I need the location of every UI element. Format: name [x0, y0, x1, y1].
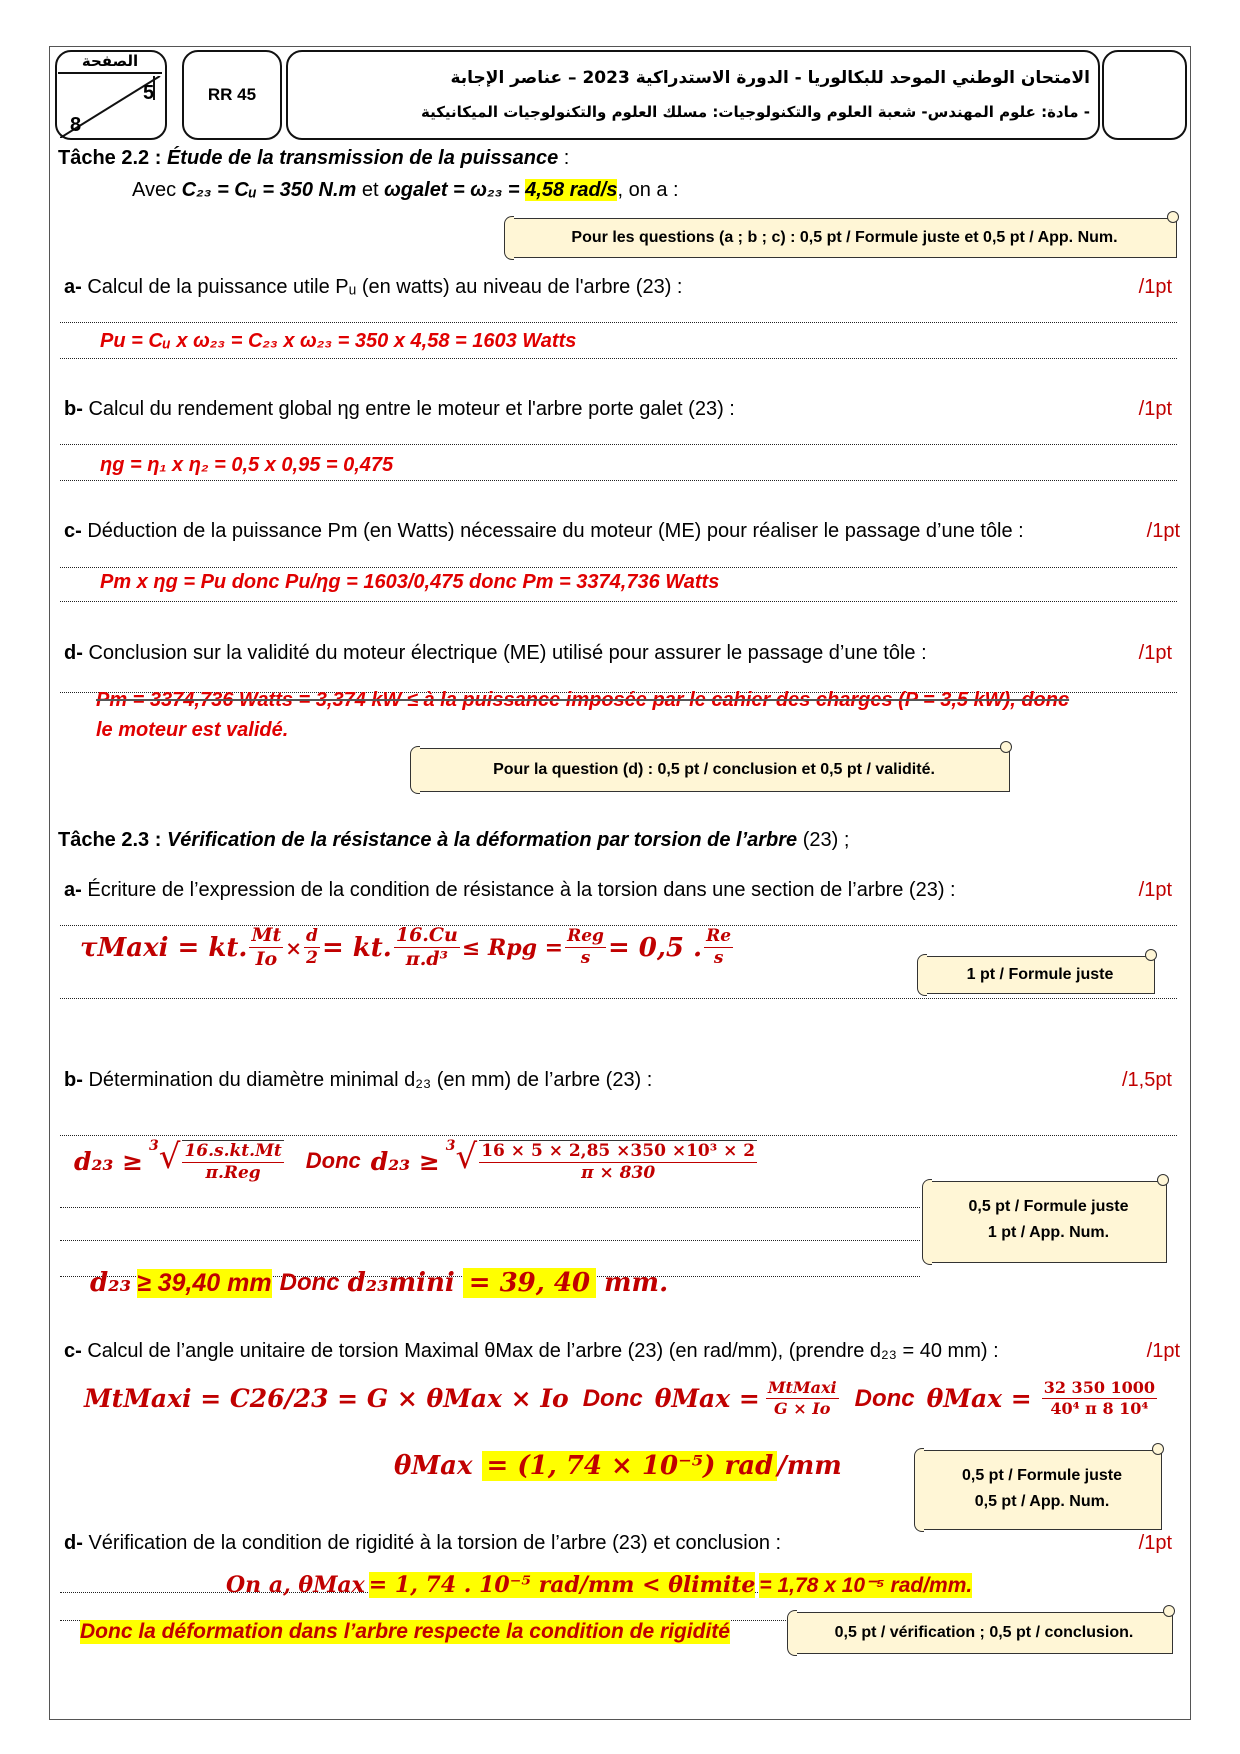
page-label: الصفحة	[58, 52, 162, 74]
rigidity-check: On a, θMax = 1, 74 . 10⁻⁵ rad/mm < θlimite = 1,78 x 10⁻⁵ rad/mm.	[226, 1572, 973, 1598]
task22-points-c: /1pt	[1146, 520, 1180, 542]
answer-line	[60, 601, 1177, 602]
task22-answer-a: Pu = Cᵤ x ω₂₃ = C₂₃ x ω₂₃ = 350 x 4,58 = 1603 Watts	[100, 330, 577, 352]
note-scroll-task23-a: 1 pt / Formule juste	[925, 956, 1155, 994]
task23-question-a: a- Écriture de l’expression de la condition de résistance à la torsion dans une section de l’arbre (23) :	[64, 879, 956, 901]
answer-line	[60, 1135, 1177, 1136]
exam-title-line1: الامتحان الوطني الموحد للبكالوريا - الدورة الاستدراكية 2023 – عناصر الإجابة	[450, 68, 1090, 88]
answer-line	[60, 480, 1177, 481]
note-line: 0,5 pt / Formule juste	[961, 1467, 1123, 1484]
rigidity-conclusion: Donc la déformation dans l’arbre respecte la condition de rigidité	[80, 1620, 730, 1643]
note-line: 1 pt / App. Num.	[987, 1224, 1110, 1241]
task22-points-a: /1pt	[1138, 276, 1172, 298]
answer-line	[60, 358, 1177, 359]
task23-heading: Tâche 2.3 : Vérification de la résistance à la déformation par torsion de l’arbre (23) ;	[58, 829, 850, 851]
answer-line	[60, 1240, 920, 1241]
exam-title-line2: - مادة: علوم المهندس- شعبة العلوم والتكنولوجيات: مسلك العلوم والتكنولوجيات الميكانيكية	[420, 103, 1090, 121]
task22-heading: Tâche 2.2 : Étude de la transmission de la puissance :	[58, 147, 570, 169]
page-number: 5	[143, 82, 155, 104]
answer-line	[60, 1207, 920, 1208]
exam-code: RR 45	[207, 85, 257, 104]
task23-points-a: /1pt	[1138, 879, 1172, 901]
task23-points-b: /1,5pt	[1121, 1069, 1172, 1091]
exam-title-box	[286, 50, 1100, 140]
task23-question-d: d- Vérification de la condition de rigidité à la torsion de l’arbre (23) et conclusion :	[64, 1532, 782, 1554]
task22-question-d: d- Conclusion sur la validité du moteur électrique (ME) utilisé pour assurer le passage d’une tôle :	[64, 642, 927, 664]
answer-line	[60, 567, 1177, 568]
theta-formula: MtMaxi = C26/23 = G × θMax × Io Donc θMax = $\frac{\text{MtMaxi}}{G \times Io}$ Donc θMax = $\frac{32 350 1000}{\text{40⁴ π 8 10⁴}}$	[84, 1378, 1156, 1418]
task22-question-c: c- Déduction de la puissance Pm (en Watts) nécessaire du moteur (ME) pour réaliser le passage d’une tôle :	[64, 520, 1024, 542]
task22-question-a: a- Calcul de la puissance utile Pᵤ (en watts) au niveau de l'arbre (23) :	[64, 276, 683, 298]
task22-points-b: /1pt	[1138, 398, 1172, 420]
note-scroll-task23-b	[930, 1181, 1167, 1263]
task22-answer-b: ηg = η₁ x η₂ = 0,5 x 0,95 = 0,475	[100, 454, 394, 476]
diameter-result: d₂₃ ≥ 39,40 mm Donc d₂₃mini = 39, 40 mm.	[90, 1268, 669, 1298]
task22-given: Avec C₂₃ = Cᵤ = 350 N.m et ωgalet = ω₂₃ = 4,58 rad/s, on a :	[132, 179, 679, 201]
task22-question-b: b- Calcul du rendement global ηg entre le moteur et l'arbre porte galet (23) :	[64, 398, 735, 420]
note-scroll-d: Pour la question (d) : 0,5 pt / conclusion et 0,5 pt / validité.	[418, 748, 1010, 792]
note-line: 0,5 pt / Formule juste	[968, 1198, 1129, 1215]
note-scroll-task23-d: 0,5 pt / vérification ; 0,5 pt / conclusion.	[795, 1612, 1173, 1654]
page-total: 8	[70, 114, 82, 136]
task23-points-d: /1pt	[1138, 1532, 1172, 1554]
answer-line	[60, 444, 1177, 445]
note-scroll-abc: Pour les questions (a ; b ; c) : 0,5 pt / Formule juste et 0,5 pt / App. Num.	[512, 218, 1177, 258]
task22-answer-d-line2: le moteur est validé.	[96, 719, 289, 741]
task23-points-c: /1pt	[1146, 1340, 1180, 1362]
task22-answer-c: Pm x ηg = Pu donc Pu/ηg = 1603/0,475 donc Pm = 3374,736 Watts	[100, 571, 720, 593]
task22-answer-d-line1: Pm = 3374,736 Watts = 3,374 kW ≤ à la puissance imposée par le cahier des charges (P = 3,5 kW), donc	[96, 689, 1070, 711]
header-empty-box	[1102, 50, 1187, 140]
theta-result: θMax = (1, 74 × 10⁻⁵) rad /mm	[394, 1451, 842, 1481]
answer-line	[60, 998, 1177, 999]
note-line: 0,5 pt / App. Num.	[974, 1493, 1110, 1510]
task22-points-d: /1pt	[1138, 642, 1172, 664]
note-scroll-task23-c	[922, 1450, 1162, 1530]
task23-question-b: b- Détermination du diamètre minimal d₂₃ (en mm) de l’arbre (23) :	[64, 1069, 653, 1091]
answer-line	[60, 322, 1177, 323]
task23-question-c: c- Calcul de l’angle unitaire de torsion Maximal θMax de l’arbre (23) (en rad/mm), (prendre d₂₃ = 40 mm) :	[64, 1340, 999, 1362]
diameter-formula: d₂₃ ≥ 3 √ $\frac{16.s.kt.Mt}{\text{π.Reg}}$ Donc d₂₃ ≥ 3 √ $\frac{\text{16 × 5 × 2,85 ×350 ×10³ × 2}}{\pi \times 830}$	[74, 1137, 756, 1183]
torsion-condition-formula: τMaxi = kt. $\frac{Mt}{Io}$ × $\frac{d}{2}$ = kt. $\frac{16.Cu}{\text{π.d³}}$ ≤ Rpg = $\frac{\text{Reg}}{s}$ = 0,5 . $\frac{Re}{s}$	[80, 924, 732, 970]
